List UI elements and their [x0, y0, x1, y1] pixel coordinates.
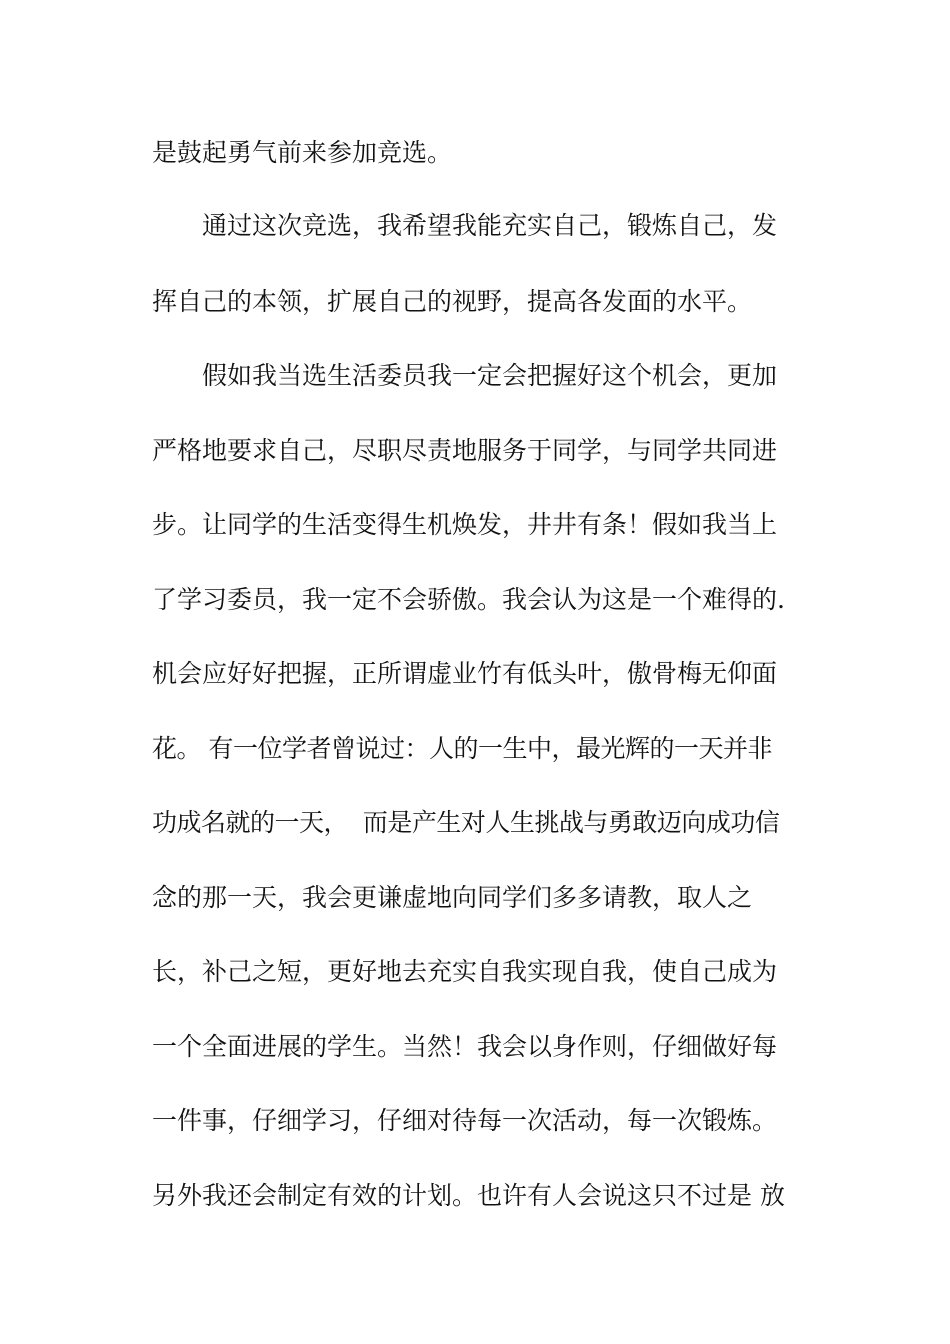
- text-line-7: 了学习委员，我一定不会骄傲。我会认为这是一个难得的.: [152, 585, 785, 614]
- text-line-10: 功成名就的一天， 而是产生对人生挑战与勇敢迈向成功信: [152, 808, 780, 837]
- text-line-1: 是鼓起勇气前来参加竞选。: [152, 138, 453, 167]
- text-line-6: 步。让同学的生活变得生机焕发，井井有条！假如我当上: [152, 510, 778, 539]
- text-line-3: 挥自己的本领，扩展自己的视野，提高各发面的水平。: [152, 287, 753, 316]
- text-line-13: 一个全面进展的学生。当然！我会以身作则，仔细做好每: [152, 1032, 778, 1061]
- text-line-12: 长，补己之短，更好地去充实自我实现自我，使自己成为: [152, 957, 778, 986]
- text-line-8: 机会应好好把握，正所谓虚业竹有低头叶，傲骨梅无仰面: [152, 659, 778, 688]
- text-line-2: 通过这次竞选，我希望我能充实自己，锻炼自己，发: [202, 211, 778, 240]
- text-line-15: 另外我还会制定有效的计划。也许有人会说这只不过是 放: [152, 1181, 785, 1210]
- text-line-9: 花。 有一位学者曾说过：人的一生中，最光辉的一天并非: [152, 734, 772, 763]
- text-line-5: 严格地要求自己，尽职尽责地服务于同学，与同学共同进: [152, 436, 778, 465]
- text-line-14: 一件事，仔细学习，仔细对待每一次活动，每一次锻炼。: [152, 1106, 778, 1135]
- text-line-11: 念的那一天，我会更谦虚地向同学们多多请教，取人之: [152, 883, 753, 912]
- text-line-4: 假如我当选生活委员我一定会把握好这个机会，更加: [202, 361, 778, 390]
